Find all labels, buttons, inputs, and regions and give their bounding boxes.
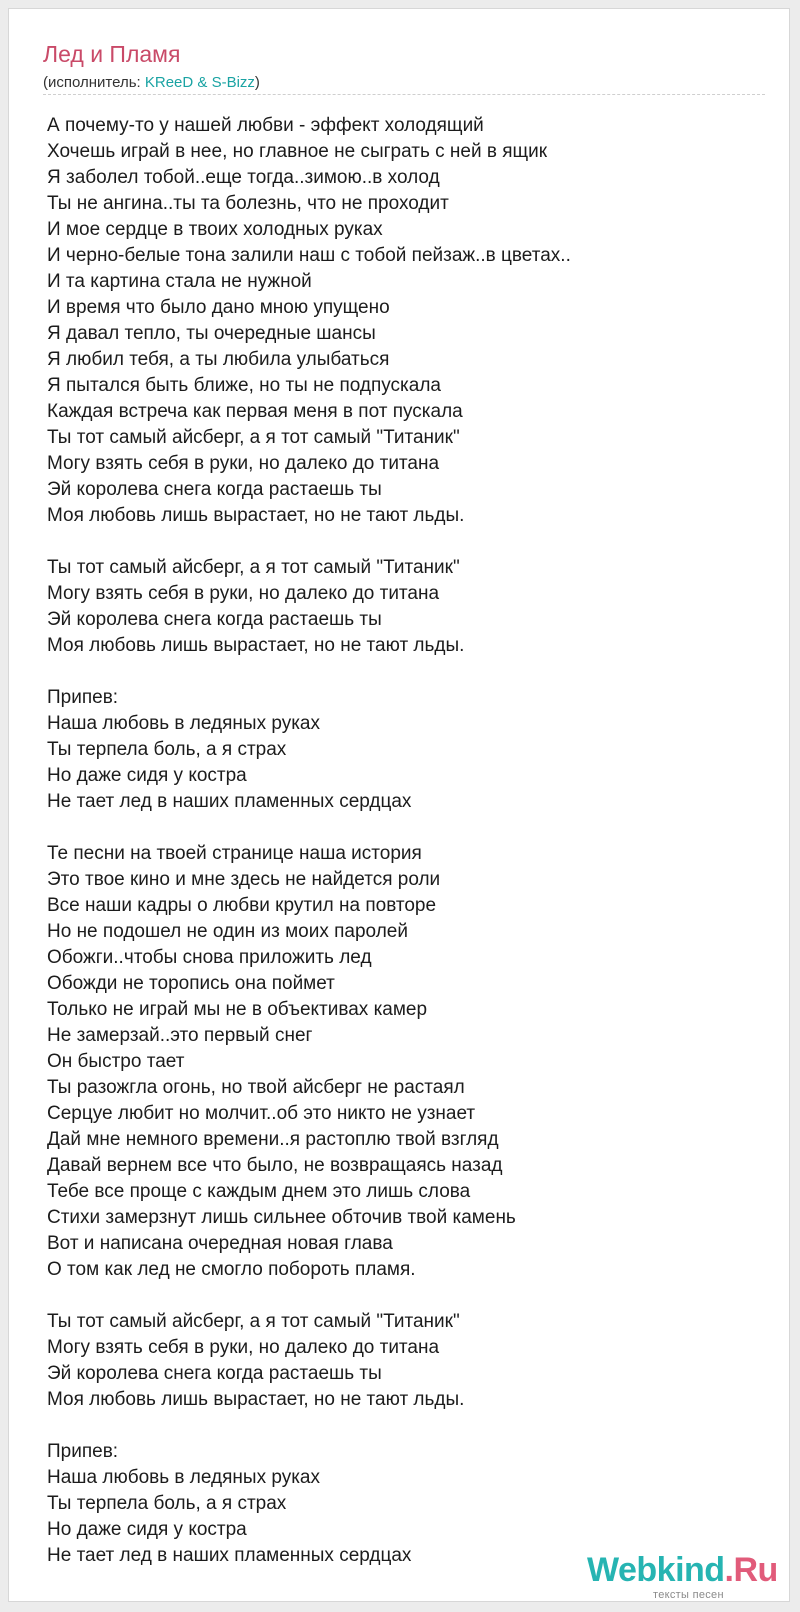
lyric-line: Но не подошел не один из моих паролей — [47, 921, 408, 942]
lyric-line: Ты терпела боль, а я страх — [47, 1493, 287, 1514]
header-divider — [43, 94, 765, 95]
lyrics-body — [47, 113, 777, 1569]
lyric-line: И черно-белые тона залили наш с тобой пейзаж..в цветах.. — [47, 245, 571, 266]
artist-prefix: (исполнитель: — [43, 74, 145, 91]
logo-brand: Webkind — [587, 1551, 725, 1589]
artist-suffix: ) — [254, 74, 260, 91]
artist-link[interactable]: KReeD & S-Bizz — [144, 74, 255, 91]
lyric-line: Он быстро тает — [47, 1051, 185, 1072]
lyrics-card — [8, 8, 790, 1602]
stanza-break — [47, 1283, 777, 1309]
lyric-line: Эй королева снега когда растаешь ты — [47, 479, 382, 500]
stanza-break — [47, 659, 777, 685]
lyric-line: Моя любовь лишь вырастает, но не тают льды. — [47, 635, 465, 656]
logo-wordmark — [587, 1551, 797, 1589]
lyric-line: Только не играй мы не в объективах камер — [47, 999, 428, 1020]
lyric-line: Припев: — [47, 687, 119, 708]
lyric-line: О том как лед не смогло побороть пламя. — [47, 1259, 416, 1280]
lyric-line: Все наши кадры о любви крутил на повторе — [47, 895, 437, 916]
logo-tagline: тексты песен — [653, 1589, 724, 1601]
lyric-line: Эй королева снега когда растаешь ты — [47, 1363, 382, 1384]
lyric-line: И та картина стала не нужной — [47, 271, 312, 292]
stanza-break — [47, 815, 777, 841]
lyric-line: Я пытался быть ближе, но ты не подпускала — [47, 375, 441, 396]
lyric-line: Ты тот самый айсберг, а я тот самый "Титаник" — [47, 557, 460, 578]
lyric-line: Не тает лед в наших пламенных сердцах — [47, 791, 412, 812]
lyric-line: Те песни на твоей странице наша история — [47, 843, 422, 864]
song-title: Лед и Пламя — [43, 41, 181, 67]
lyric-line: Могу взять себя в руки, но далеко до титана — [47, 1337, 440, 1358]
lyric-line: Ты не ангина..ты та болезнь, что не проходит — [47, 193, 449, 214]
lyric-line: Я заболел тобой..еще тогда..зимою..в холод — [47, 167, 440, 188]
lyric-line: Не замерзай..это первый снег — [47, 1025, 313, 1046]
lyric-line: А почему-то у нашей любви - эффект холодящий — [47, 115, 484, 136]
lyric-line: Каждая встреча как первая меня в пот пускала — [47, 401, 463, 422]
lyric-line: Но даже сидя у костра — [47, 1519, 247, 1540]
lyric-line: Я любил тебя, а ты любила улыбаться — [47, 349, 390, 370]
stanza-break — [47, 529, 777, 555]
lyric-line: Ты разожгла огонь, но твой айсберг не растаял — [47, 1077, 465, 1098]
lyric-line: И мое сердце в твоих холодных руках — [47, 219, 383, 240]
lyric-line: Моя любовь лишь вырастает, но не тают льды. — [47, 505, 465, 526]
lyric-line: Ты тот самый айсберг, а я тот самый "Титаник" — [47, 427, 460, 448]
lyric-line: Наша любовь в ледяных руках — [47, 713, 320, 734]
lyric-line: Обожги..чтобы снова приложить лед — [47, 947, 372, 968]
lyric-line: Давай вернем все что было, не возвращаясь назад — [47, 1155, 503, 1176]
artist-line — [43, 73, 260, 93]
lyric-line: Не тает лед в наших пламенных сердцах — [47, 1545, 412, 1566]
lyric-line: Ты терпела боль, а я страх — [47, 739, 287, 760]
lyric-line: Дай мне немного времени..я растоплю твой взгляд — [47, 1129, 499, 1150]
lyric-line: Вот и написана очередная новая глава — [47, 1233, 393, 1254]
lyric-line: Могу взять себя в руки, но далеко до титана — [47, 583, 440, 604]
lyric-line: Я давал тепло, ты очередные шансы — [47, 323, 376, 344]
lyric-line: Могу взять себя в руки, но далеко до титана — [47, 453, 440, 474]
lyric-line: Ты тот самый айсберг, а я тот самый "Титаник" — [47, 1311, 460, 1332]
lyric-line: И время что было дано мною упущено — [47, 297, 390, 318]
lyric-line: Тебе все проще с каждым днем это лишь слова — [47, 1181, 471, 1202]
lyric-line: Эй королева снега когда растаешь ты — [47, 609, 382, 630]
lyric-line: Это твое кино и мне здесь не найдется роли — [47, 869, 441, 890]
lyric-line: Припев: — [47, 1441, 119, 1462]
lyric-line: Но даже сидя у костра — [47, 765, 247, 786]
webkind-logo — [587, 1551, 797, 1607]
lyric-line: Хочешь играй в нее, но главное не сыграть с ней в ящик — [47, 141, 548, 162]
stanza-break — [47, 1413, 777, 1439]
lyric-line: Обожди не торопись она поймет — [47, 973, 335, 994]
lyric-line: Серцуе любит но молчит..об это никто не узнает — [47, 1103, 476, 1124]
lyric-line: Наша любовь в ледяных руках — [47, 1467, 320, 1488]
lyric-line: Моя любовь лишь вырастает, но не тают льды. — [47, 1389, 465, 1410]
lyric-line: Стихи замерзнут лишь сильнее обточив твой камень — [47, 1207, 516, 1228]
logo-suffix: .Ru — [724, 1551, 778, 1589]
